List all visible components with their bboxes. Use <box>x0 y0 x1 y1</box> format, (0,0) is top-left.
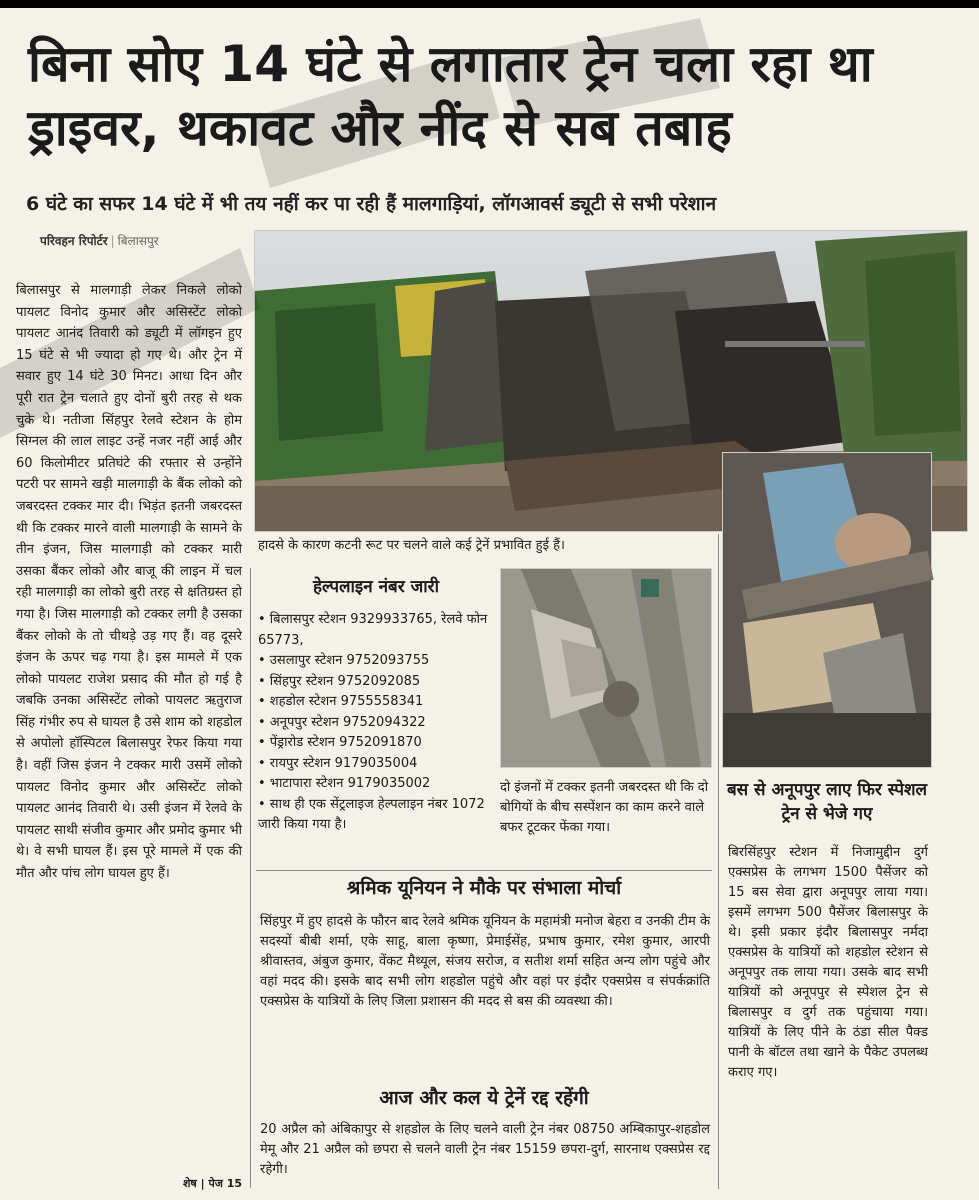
buffer-photo <box>500 568 712 768</box>
main-story-text: बिलासपुर से मालगाड़ी लेकर निकले लोको पायलट विनोद कुमार और असिस्टेंट लोको पायलट आनंद तिवारी को ड्यूटी में लॉगइन हुए 15 घंटे से भी ज्यादा हो गए थे। और ट्रेन में सवार हुए 14 घंटे 30 मिनट। आधा दिन और पूरी रात ट्रेन चलाते हुए दोनों बुरी तरह से थक चुके थे। नतीजा सिंहपुर रेलवे स्टेशन के होम सिग्नल की लाल लाइट उन्हें नजर नहीं आई और 60 किलोमीटर प्रतिघंटे की रफ्तार से उन्होंने पटरी पर सामने खड़ी मालगाड़ी के बैंक लोको को जबरदस्त टक्कर मार दी। भिड़ंत इतनी जबरदस्त थी कि टक्कर मारने वाली मालगाड़ी के सामने के तीन इंजन, जिस मालगाड़ी को टक्कर मारी उसका बैंकर लोको और बाजू की लाइन में चल रही मालगाड़ी का लोको बुरी तरह से क्षतिग्रस्त हो गया है। जिस मालगाड़ी को टक्कर लगी है उसका बैंकर लोको के तो चीथड़े उड़ गए हैं। वह दूसरे इंजन के ऊपर चढ़ गया है। इस मामले में एक लोको पायलट राजेश प्रसाद की मौत हो गई है जबकि उनका असिस्टेंट लोको पायलट ऋतुराज सिंह गंभीर रुप से घायल है उसे शाम को शहडोल से अपोलो हॉस्पिटल बिलासपुर रेफर किया गया है। वहीं जिस इंजन ने टक्कर मारी उसमें लोको पायलट विनोद कुमार और असिस्टेंट लोको पायलट आनंद तिवारी थे। उसी इंजन में रेलवे के पायलट साथी संजीव कुमार और प्रमोद कुमार भी थे। वे सभी घायल हैं। इस पूरे मामले में एक की मौत और पांच लोग घायल हुए हैं। <box>16 283 242 882</box>
newspaper-page <box>0 8 979 1200</box>
byline: परिवहन रिपोर्टर | बिलासपुर <box>40 234 159 248</box>
cancel-text: 20 अप्रैल को अंबिकापुर से शहडोल के लिए चलने वाली ट्रेन नंबर 08750 अम्बिकापुर-शहडोल मेमू और 21 अप्रैल को छपरा से चलने वाली ट्रेन नंबर 15159 छपरा-दुर्ग, सारनाथ एक्सप्रेस रद्द रहेगी। <box>260 1122 710 1177</box>
main-story-column <box>16 280 242 1190</box>
divider-vertical <box>250 568 251 1188</box>
cancel-title: आज और कल ये ट्रेनें रद्द रहेंगी <box>379 1087 589 1109</box>
divider-horizontal <box>256 870 712 871</box>
helpline-item: • उसलापुर स्टेशन 9752093755 <box>258 653 430 668</box>
byline-reporter: परिवहन रिपोर्टर <box>40 234 108 248</box>
continued-marker: शेष | पेज 15 <box>182 1177 242 1190</box>
helpline-item: • रायपुर स्टेशन 9179035004 <box>258 755 418 771</box>
helpline-item: • पेंड्रारोड स्टेशन 9752091870 <box>258 735 422 750</box>
subheadline: 6 घंटे का सफर 14 घंटे में भी तय नहीं कर पा रही हैं मालगाड़ियां, लॉगआवर्स ड्यूटी से सभी परेशान <box>26 193 717 215</box>
divider-vertical <box>718 534 719 1189</box>
helpline-title: हेल्पलाइन नंबर जारी <box>313 577 439 597</box>
helpline-item: • शहडोल स्टेशन 9755558341 <box>258 694 424 709</box>
byline-location: बिलासपुर <box>117 234 159 248</box>
bus-title: बस से अनूपपुर लाए फिर स्पेशल ट्रेन से भेजे गए <box>726 780 928 824</box>
union-text: सिंहपुर में हुए हादसे के फौरन बाद रेलवे श्रमिक यूनियन के महामंत्री मनोज बेहरा व उनकी टीम के सदस्यों बीबी शर्मा, एके साहू, बाला कृष्णा, प्रेमाईसेंह, प्रभाष कुमार, रमेश कुमार, आरपी श्रीवास्तव, अंबुज कुमार, वेंकट मैथ्यूल, संजय सरोज, व सतीश शर्मा सहित अन्य लोग पहुंचे और वहां मदद की। इसके बाद सभी लोग शहडोल पहुंचे और वहां पर इंदौर एक्सप्रेस व संपर्कक्रांति एक्सप्रेस के यात्रियों के लिए जिला प्रशासन की मदद से बस की व्यवस्था की। <box>260 914 710 1009</box>
helpline-item: • बिलासपुर स्टेशन 9329933765, रेलवे फोन 65773, <box>258 612 488 648</box>
helpline-list <box>258 610 494 836</box>
main-photo-caption: हादसे के कारण कटनी रूट पर चलने वाले कई ट्रेनें प्रभावित हुई हैं। <box>258 538 565 553</box>
helpline-item: • सिंहपुर स्टेशन 9752092085 <box>258 673 421 689</box>
union-title: श्रमिक यूनियन ने मौके पर संभाला मोर्चा <box>346 877 622 899</box>
helpline-item: • भाटापारा स्टेशन 9179035002 <box>258 776 431 791</box>
injured-person-photo <box>722 452 932 768</box>
helpline-item: • साथ ही एक सेंट्रलाइज हेल्पलाइन नंबर 1072 जारी किया गया है। <box>258 796 485 832</box>
bus-text: बिरसिंहपुर स्टेशन में निजामुद्दीन दुर्ग एक्सप्रेस के लगभग 1500 पैसेंजर को 15 बस सेवा द्वारा अनूपपुर लाया गया। इसमें लगभग 500 पैसेंजर बिलासपुर के थे। इसी प्रकार इंदौर बिलासपुर नर्मदा एक्सप्रेस के यात्रियों को शहडोल स्टेशन से अनूपपुर तक लाया गया। उसके बाद सभी यात्रियों को अनूपपुर से स्पेशल ट्रेन से बिलासपुर व दुर्ग तक पहुंचाया गया। यात्रियों के लिए पीने के ठंडा सील पैक्ड पानी के बॉटल तथा खाने के पैकेट उपलब्ध कराए गए। <box>728 845 928 1080</box>
headline: बिना सोए 14 घंटे से लगातार ट्रेन चला रहा था ड्राइवर, थकावट और नींद से सब तबाह <box>28 35 873 157</box>
helpline-item: • अनूपपुर स्टेशन 9752094322 <box>258 714 426 730</box>
buffer-photo-caption: दो इंजनों में टक्कर इतनी जबरदस्त थी कि दो बोगियों के बीच सस्पेंशन का काम करने वाले बफर टूटकर फेंका गया। <box>500 780 709 835</box>
